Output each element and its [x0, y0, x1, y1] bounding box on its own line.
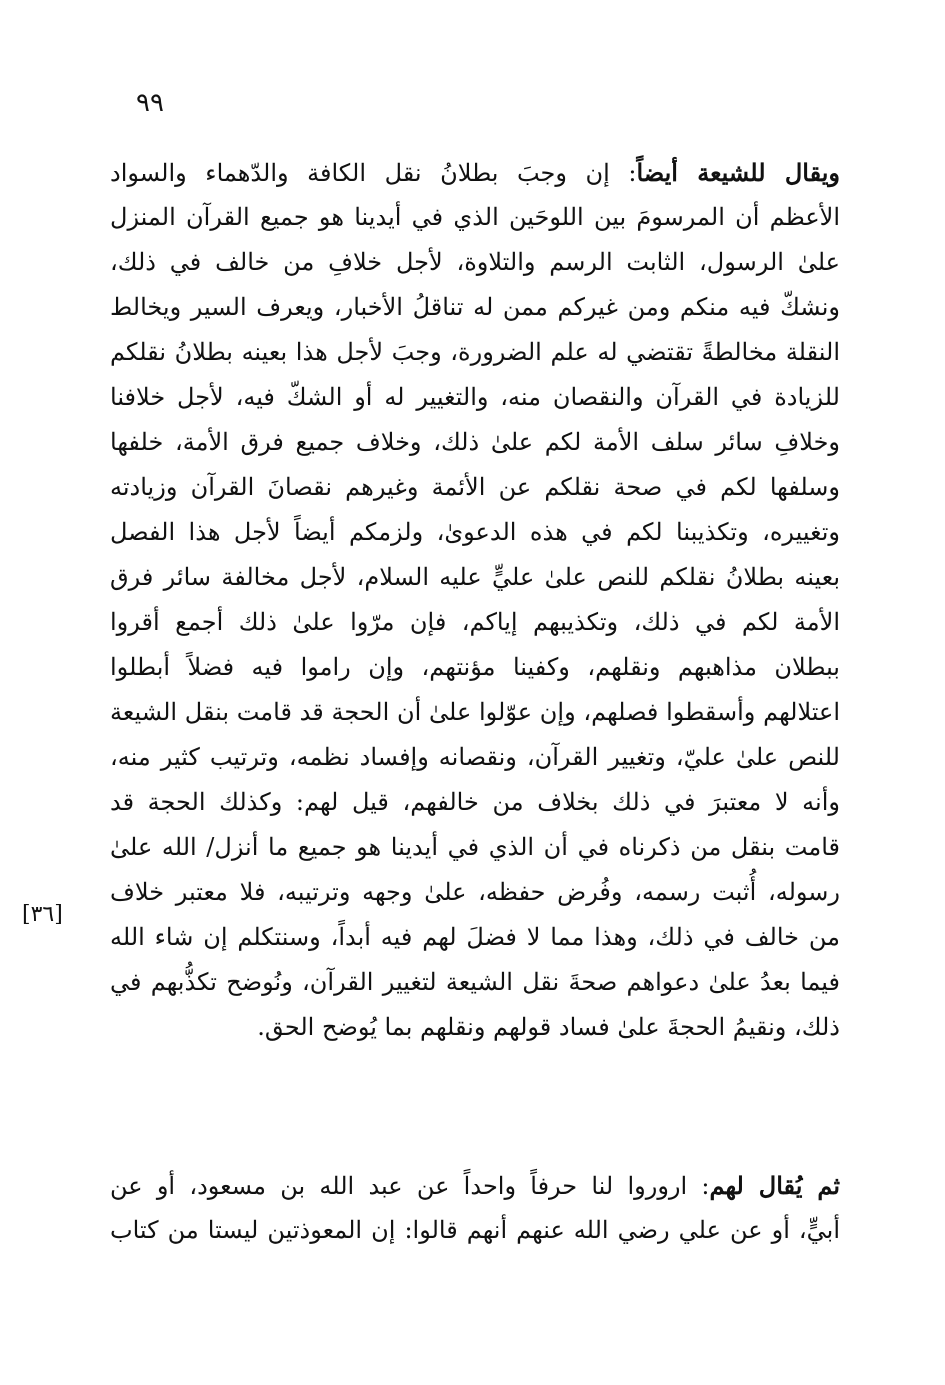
paragraph-line: اعتلالهم وأسقطوا فصلهم، وإن عوّلوا علىٰ أن الحجة قد قامت بنقل الشيعة — [110, 698, 840, 726]
paragraph-line — [110, 1163, 840, 1208]
paragraph-1 — [110, 150, 840, 1050]
paragraph-line: ذلك، ونقيمُ الحجةَ علىٰ فساد قولهم ونقلهم بما يُوضح الحق. — [257, 1013, 840, 1041]
paragraph-line: ونشكّ فيه منكم ومن غيركم ممن له تناقلُ الأخبار، ويعرف السير ويخالط — [110, 293, 840, 321]
paragraph-line: ببطلان مذاهبهم ونقلهم، وكفينا مؤنتهم، وإن راموا فيه فضلاً أبطلوا — [110, 653, 840, 681]
paragraph-2 — [110, 1163, 840, 1253]
paragraph-line: علىٰ الرسول، الثابت الرسم والتلاوة، لأجل خلافِ من خالف في ذلك، — [110, 248, 840, 276]
page-number: ٩٩ — [136, 88, 164, 118]
paragraph-line: الأمة لكم في ذلك، وتكذيبهم إياكم، فإن مرّوا علىٰ ذلك أجمع أقروا — [110, 608, 840, 636]
paragraph-line: وتغييره، وتكذيبنا لكم في هذه الدعوىٰ، ولزمكم أيضاً لأجل هذا الفصل — [110, 518, 840, 546]
lead-line-text: : إن وجبَ بطلانُ نقل الكافة والدّهماء والسواد — [110, 159, 637, 187]
paragraph-line: وأنه لا معتبرَ في ذلك بخلاف من خالفهم، قيل لهم: وكذلك الحجة قد — [110, 788, 840, 816]
paragraph-line: وسلفها لكم في صحة نقلكم عن الأئمة وغيرهم نقصانَ القرآن وزيادته — [110, 473, 840, 501]
paragraph-line: للنص علىٰ عليّ، وتغيير القرآن، ونقصانه وإفساد نظمه، وترتيب كثير منه، — [110, 743, 840, 771]
margin-page-reference: [٣٦] — [22, 902, 63, 927]
paragraph-line: الأعظم أن المرسومَ بين اللوحَين الذي في أيدينا هو جميع القرآن المنزل — [110, 203, 840, 231]
paragraph-line: وخلافِ سائر سلف الأمة لكم علىٰ ذلك، وخلاف جميع فرق الأمة، خلفها — [110, 428, 840, 456]
paragraph-line: قامت بنقل من ذكرناه في أن الذي في أيدينا هو جميع ما أنزل/ الله علىٰ — [110, 833, 840, 861]
lead-line-text: : اروروا لنا حرفاً واحداً عن عبد الله بن مسعود، أو عن — [110, 1172, 710, 1200]
paragraph-line — [110, 150, 840, 195]
paragraph-line: أبيٍّ، أو عن علي رضي الله عنهم أنهم قالوا: إن المعوذتين ليستا من كتاب — [110, 1216, 841, 1244]
paragraph-line: فيما بعدُ علىٰ دعواهم صحةَ نقل الشيعة لتغيير القرآن، ونُوضح تكذُّبهم في — [110, 968, 840, 996]
paragraph-line: للزيادة في القرآن والنقصان منه، والتغيير له أو الشكّ فيه، لأجل خلافنا — [110, 383, 840, 411]
bold-lead-phrase: ويقال للشيعة أيضاً — [636, 158, 840, 187]
paragraph-line: رسوله، أُثبت رسمه، وفُرض حفظه، علىٰ وجهه وترتيبه، فلا معتبر خلاف — [110, 878, 840, 906]
bold-lead-phrase: ثم يُقال لهم — [709, 1171, 840, 1200]
paragraph-line: بعينه بطلانُ نقلكم للنص علىٰ عليٍّ عليه السلام، لأجل مخالفة سائر فرق — [110, 563, 840, 591]
paragraph-line: من خالف في ذلك، وهذا مما لا فضلَ لهم فيه أبداً، وسنتكلم إن شاء الله — [110, 923, 840, 951]
paragraph-line: النقلة مخالطةً تقتضي له علم الضرورة، وجبَ لأجل هذا بعينه بطلانُ نقلكم — [110, 338, 840, 366]
